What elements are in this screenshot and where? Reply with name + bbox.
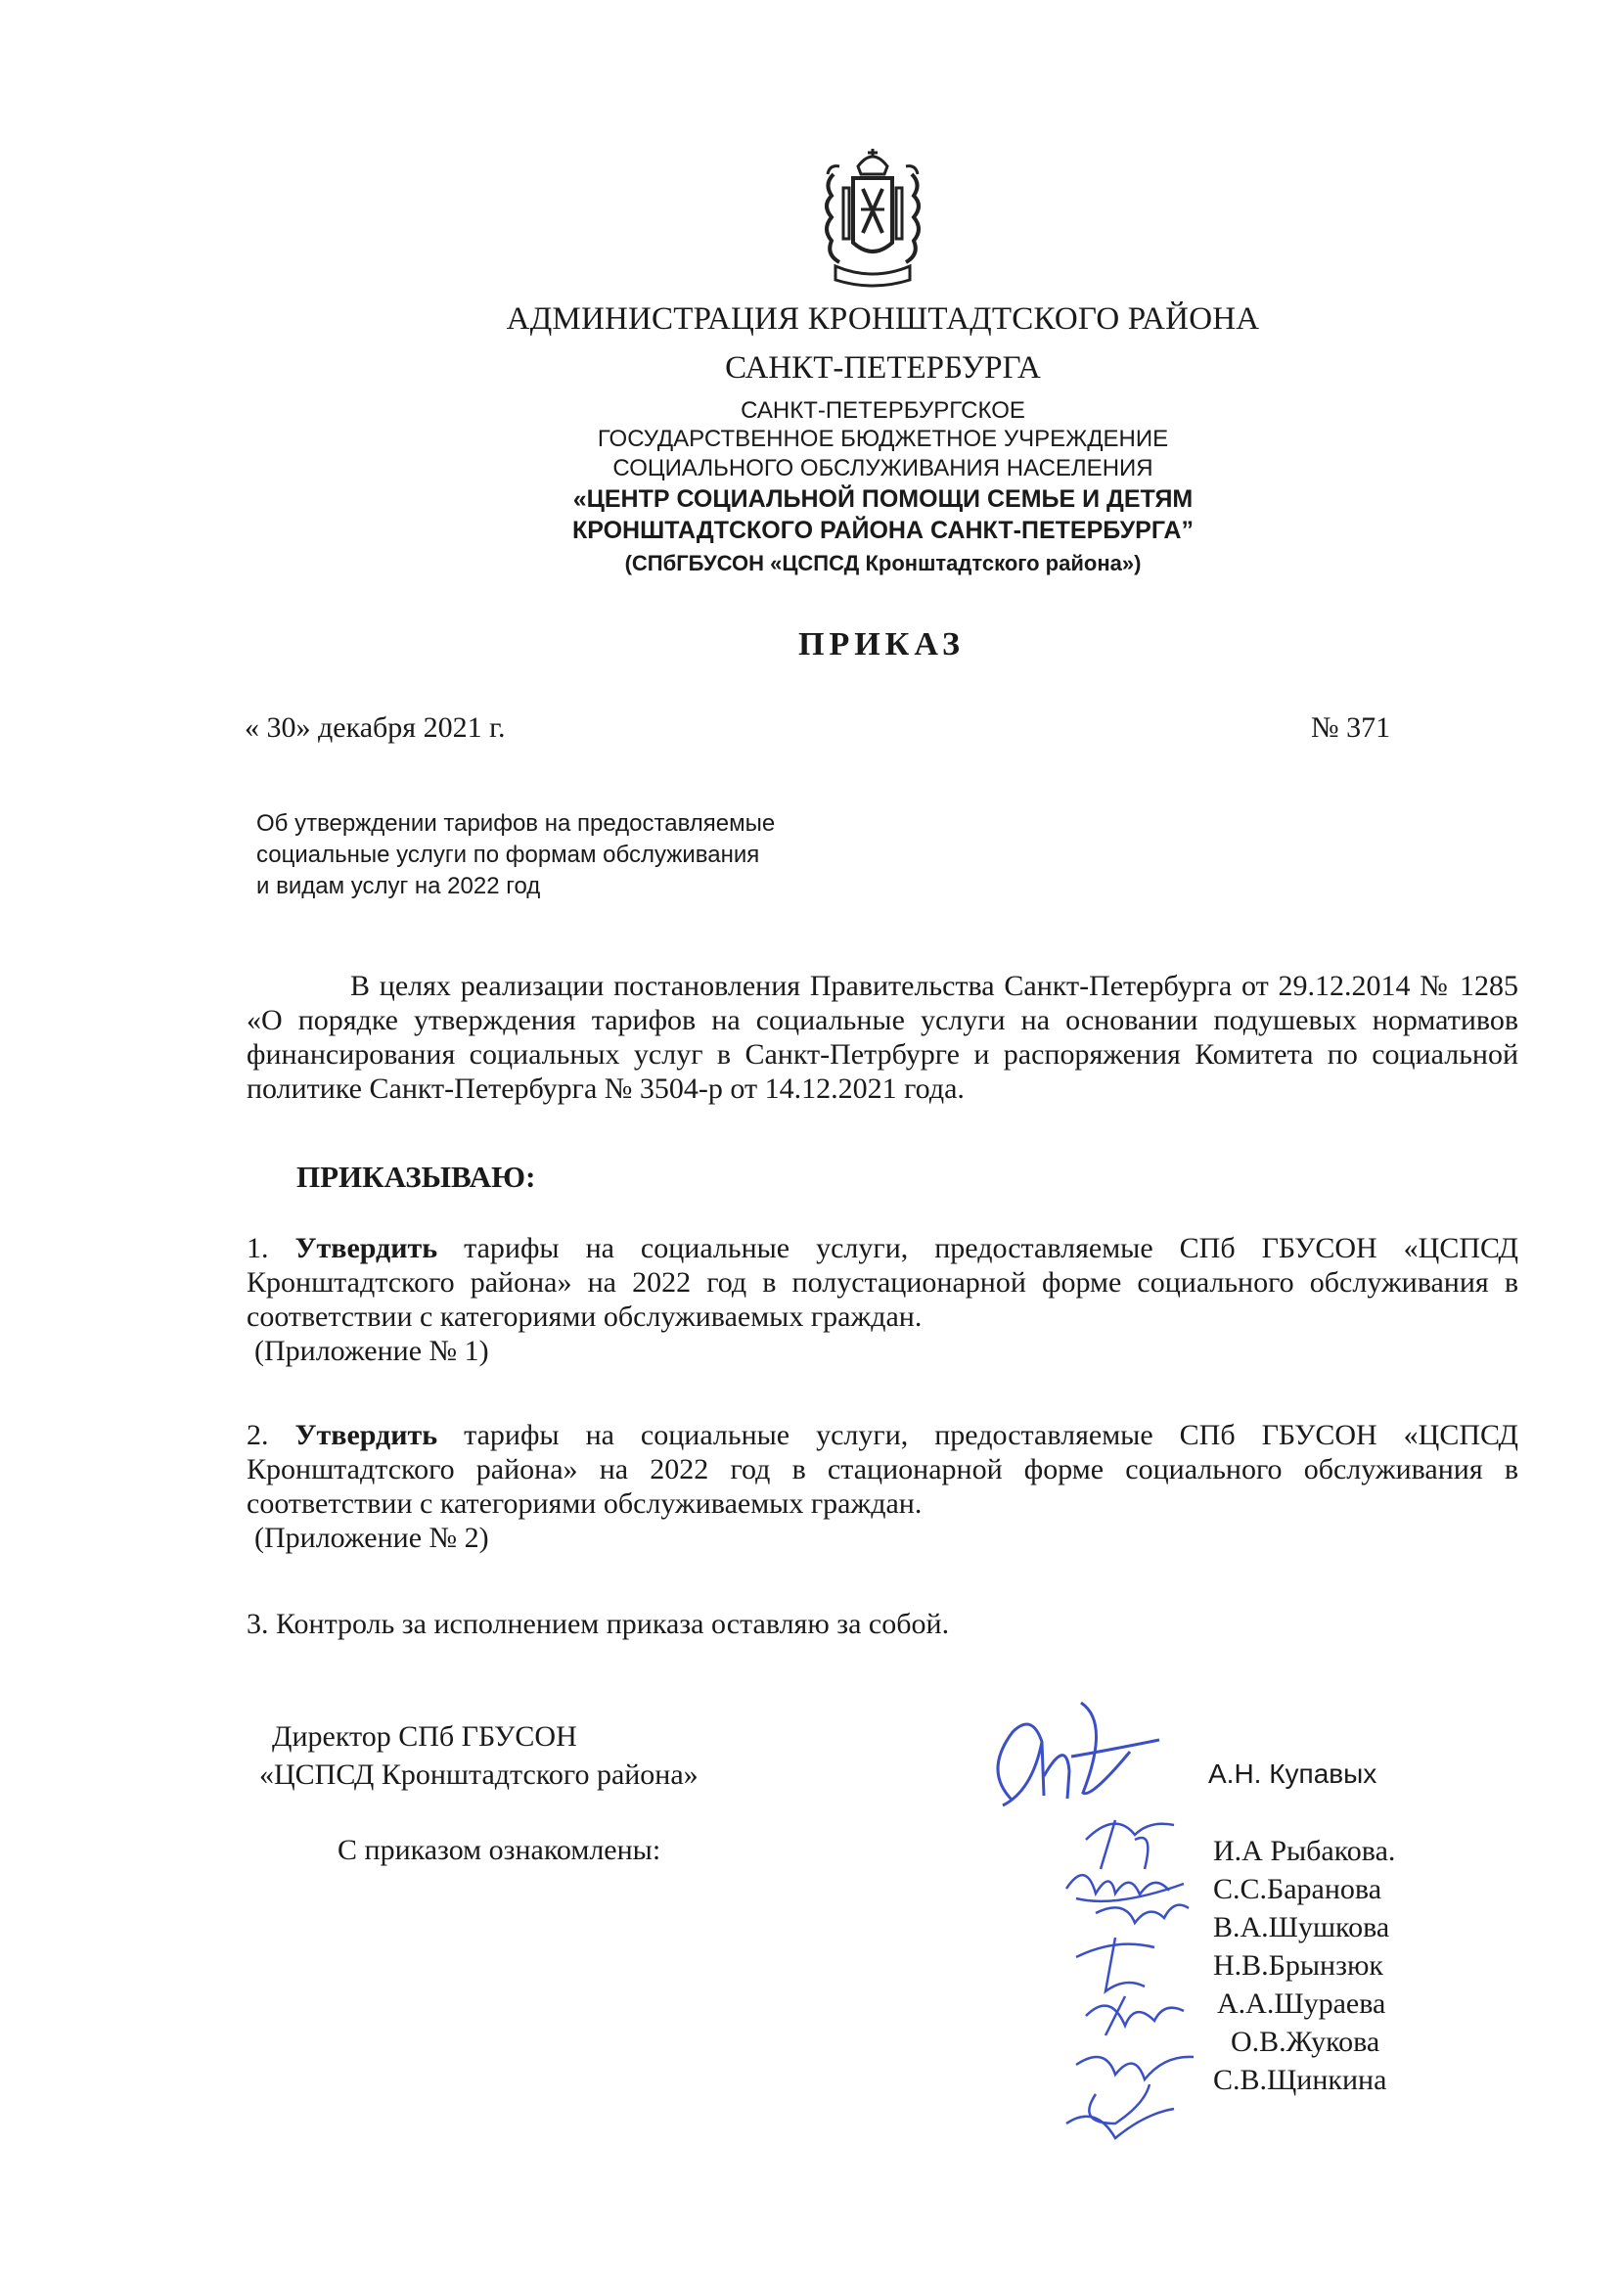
org-name-line2: ГОСУДАРСТВЕННОЕ БЮДЖЕТНОЕ УЧРЕЖДЕНИЕ	[597, 426, 1169, 452]
signer-name: О.В.Жукова	[1231, 2026, 1380, 2058]
preamble-paragraph: В целях реализации постановления Правительства Санкт-Петербурга от 29.12.2014 № 1285 «О порядке утверждения тарифов на социальные услуги на основании подушевых нормативов финансирования социальных услуг в Санкт-Петрбурге и распоряжения Комитета по социальной политике Санкт-Петербурга № 3504-р от 14.12.2021 года.	[247, 970, 1518, 1105]
item-number: 2.	[247, 1419, 269, 1451]
signer-name: И.А Рыбакова.	[1213, 1835, 1396, 1867]
director-title-line2: «ЦСПСД Кронштадтского района»	[259, 1758, 699, 1791]
appendix-reference: (Приложение № 1)	[254, 1335, 489, 1367]
org-name-line1: САНКТ-ПЕТЕРБУРГСКОЕ	[741, 397, 1025, 424]
signer-name: С.С.Баранова	[1213, 1873, 1382, 1905]
order-subject	[256, 808, 775, 902]
item-verb: Утвердить	[294, 1419, 438, 1451]
signer-name: Н.В.Брынзюк	[1213, 1949, 1383, 1982]
subject-line1: Об утверждении тарифов на предоставляемые	[256, 810, 776, 837]
admin-title-line2: САНКТ-ПЕТЕРБУРГА	[725, 350, 1041, 386]
order-item-2	[247, 1418, 1518, 1555]
signer-name: В.А.Шушкова	[1213, 1911, 1390, 1943]
order-item-1	[247, 1231, 1518, 1368]
item-text: тарифы на социальные услуги, предоставляемые СПб ГБУСОН «ЦСПСД Кронштадтского района» на 2022 год в полустационарной форме социального обслуживания в соответствии с категориями обслуживаемых граждан.	[247, 1232, 1518, 1333]
item-number: 1.	[247, 1232, 269, 1264]
acquainted-label: С приказом ознакомлены:	[338, 1834, 661, 1866]
org-bold-line2: КРОНШТАДТСКОГО РАЙОНА САНКТ-ПЕТЕРБУРГА”	[572, 517, 1194, 544]
signer-name: А.А.Шураева	[1217, 1987, 1386, 2020]
subject-line3: и видам услуг на 2022 год	[256, 873, 541, 899]
order-number: № 371	[1311, 711, 1391, 744]
item-verb: Утвердить	[294, 1232, 438, 1264]
document-title: ПРИКАЗ	[798, 626, 965, 662]
director-title-line1: Директор СПб ГБУСОН	[272, 1720, 577, 1753]
org-bold-line1: «ЦЕНТР СОЦИАЛЬНОЙ ПОМОЩИ СЕМЬЕ И ДЕТЯМ	[572, 485, 1194, 513]
order-item-3: 3. Контроль за исполнением приказа оставляю за собой.	[247, 1608, 950, 1640]
item-text: тарифы на социальные услуги, предоставляемые СПб ГБУСОН «ЦСПСД Кронштадтского района» на 2022 год в стационарной форме социального обслуживания в соответствии с категориями обслуживаемых граждан.	[247, 1419, 1518, 1520]
appendix-reference: (Приложение № 2)	[254, 1522, 489, 1554]
orders-heading: ПРИКАЗЫВАЮ:	[296, 1160, 536, 1194]
org-name-line3: СОЦИАЛЬНОГО ОБСЛУЖИВАНИЯ НАСЕЛЕНИЯ	[612, 455, 1153, 481]
signer-name: С.В.Щинкина	[1213, 2064, 1387, 2096]
signers-list	[1213, 1832, 1395, 2099]
coat-of-arms-emblem	[814, 145, 931, 292]
subject-line2: социальные услуги по формам обслуживания	[256, 842, 760, 868]
director-name: А.Н. Купавых	[1208, 1758, 1377, 1789]
acquaintance-signatures	[1057, 1801, 1223, 2153]
org-short-name: (СПбГБУСОН «ЦСПСД Кронштадтского района»)	[624, 551, 1142, 575]
admin-title-line1: АДМИНИСТРАЦИЯ КРОНШТАДТСКОГО РАЙОНА	[506, 301, 1260, 337]
order-date: « 30» декабря 2021 г.	[245, 711, 506, 744]
